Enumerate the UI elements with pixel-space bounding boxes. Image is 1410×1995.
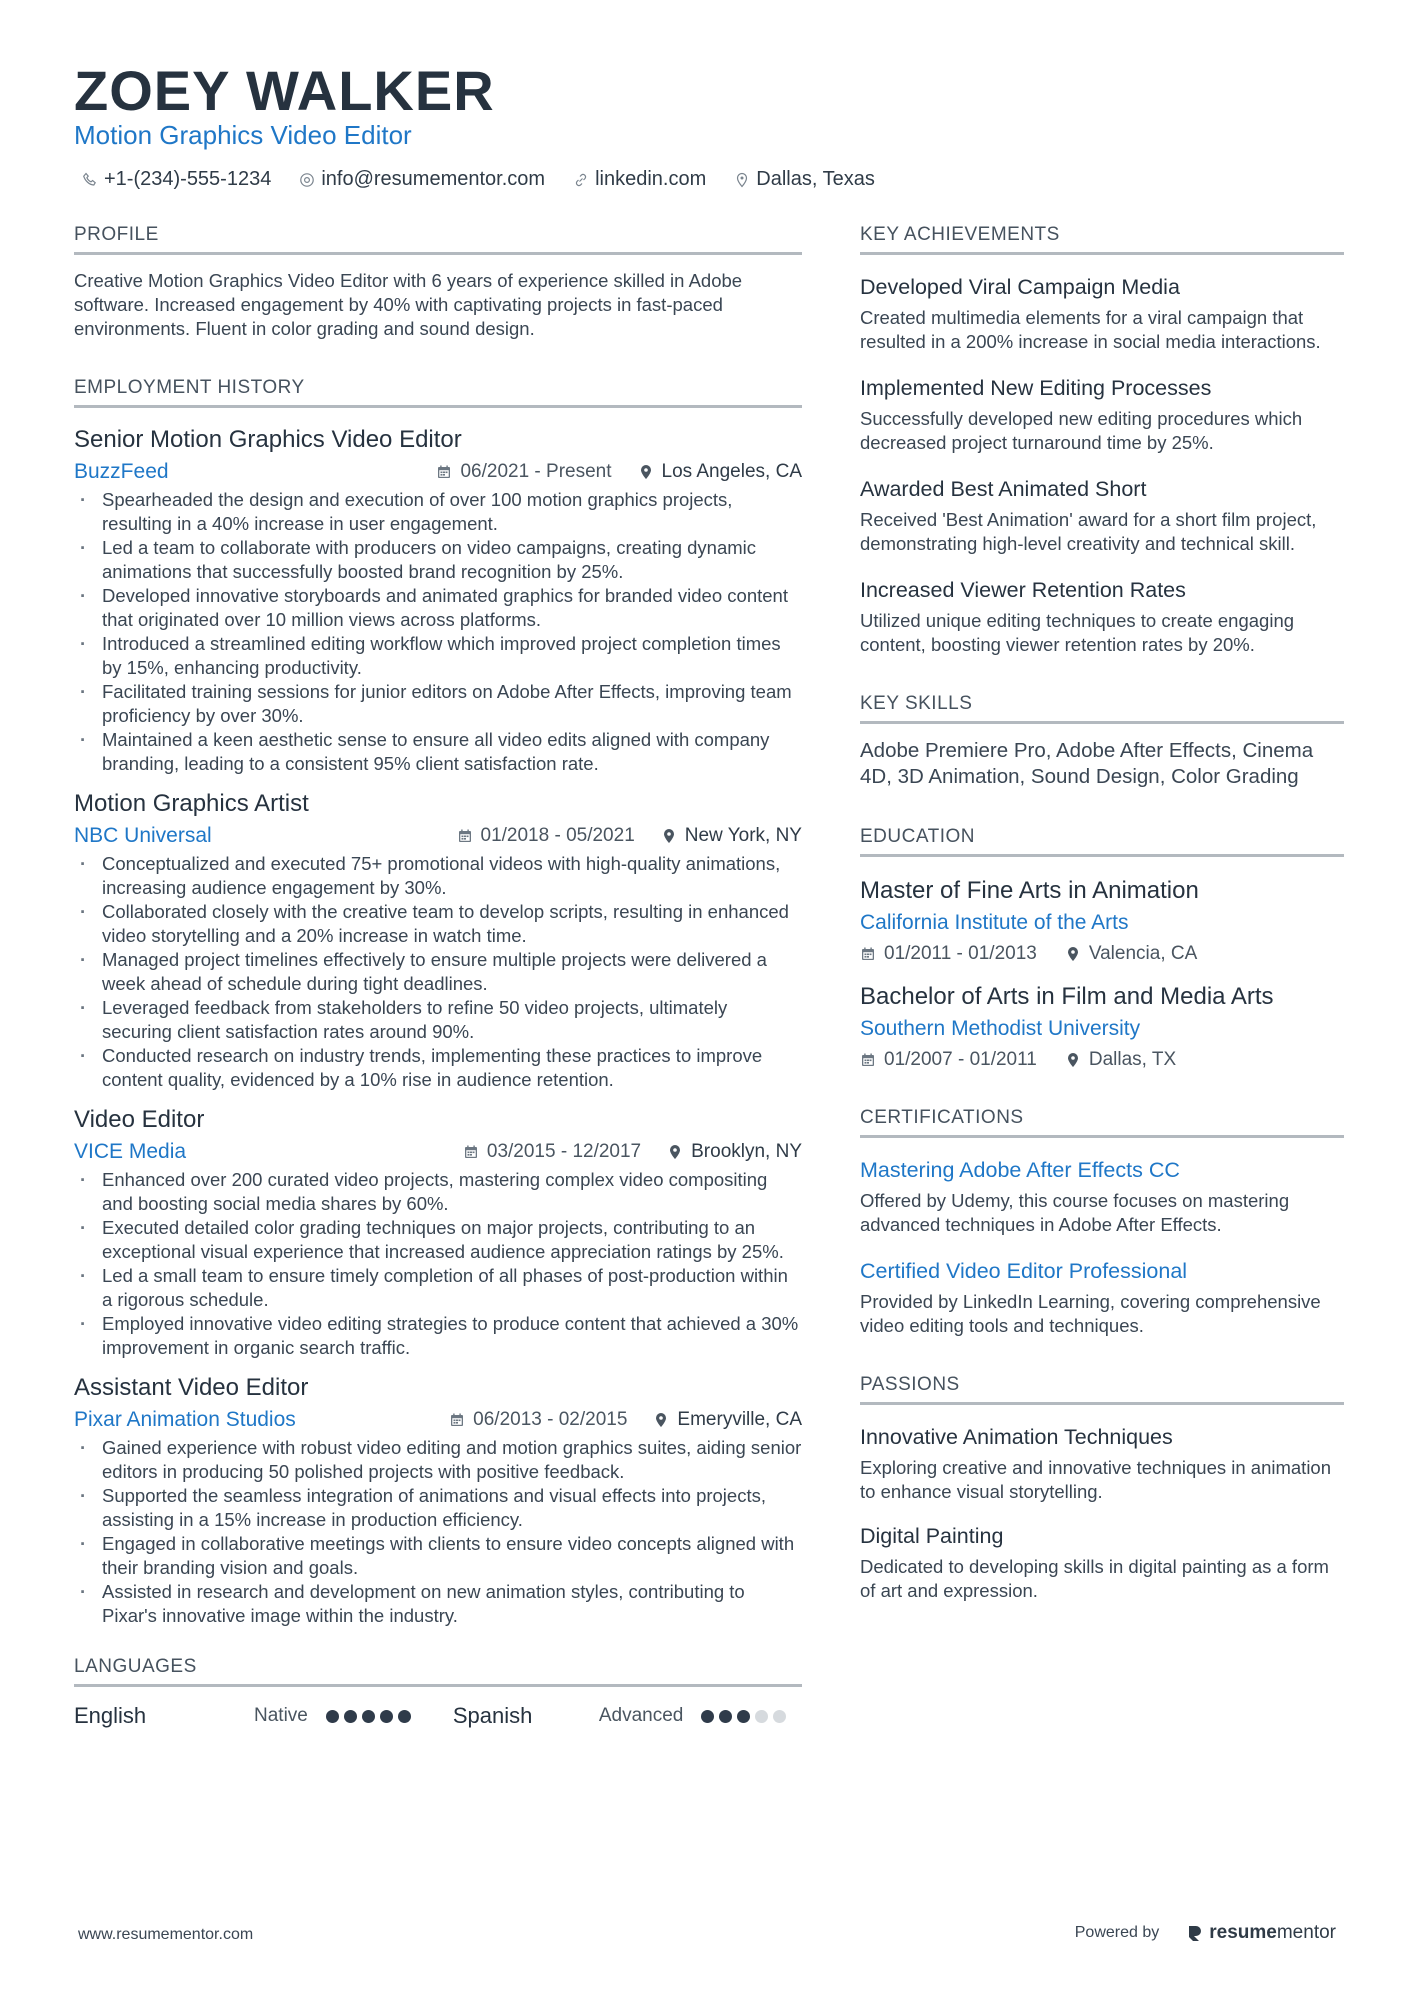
employment-heading: EMPLOYMENT HISTORY [74,377,802,408]
achievement-title: Increased Viewer Retention Rates [860,578,1186,602]
company-name: Pixar Animation Studios [74,1408,296,1431]
education-school: Southern Methodist University [860,1017,1141,1040]
map-pin-icon [653,1412,669,1428]
logo-text-mentor: mentor [1276,1922,1336,1943]
rating-dot-filled [344,1710,357,1723]
achievement-list [860,275,1344,657]
languages-row [74,1703,802,1729]
job-location-text: New York, NY [684,825,802,846]
calendar-icon [860,946,876,962]
job-position: Senior Motion Graphics Video Editor [74,426,462,453]
job-dates-text: 06/2021 - Present [460,461,612,482]
achievement-title: Developed Viral Campaign Media [860,275,1180,299]
job-meta [74,460,802,484]
rating-dot-filled [398,1710,411,1723]
contact-bar [82,168,875,191]
job-location [653,1409,802,1431]
at-icon [299,172,315,188]
resumementor-logo[interactable] [1187,1922,1336,1944]
job-bullet: · Enhanced over 200 curated video projects, mastering complex video compositing and boosting social media shares by 60%. [74,1168,802,1216]
location-text: Dallas, Texas [756,168,875,190]
job-bullets [74,1168,802,1360]
languages-section [74,1656,802,1729]
candidate-name: ZOEY WALKER [74,59,495,122]
powered-by-label: Powered by [1074,1924,1160,1941]
education-dates-text: 01/2007 - 01/2011 [884,1049,1037,1070]
job-entry [74,1106,802,1360]
job-location-text: Los Angeles, CA [661,461,802,482]
job-bullet: · Developed innovative storyboards and animated graphics for branded video content that originated over 10 million views across platforms. [74,584,802,632]
job-position: Video Editor [74,1106,205,1133]
job-location-text: Brooklyn, NY [691,1141,802,1162]
rating-dot-empty [755,1710,768,1723]
passion-list [860,1425,1344,1603]
job-bullet: · Supported the seamless integration of animations and visual effects into projects, assisting in a 15% increase in production efficiency. [74,1484,802,1532]
company-name: BuzzFeed [74,460,169,483]
map-pin-icon [734,172,750,188]
map-pin-icon [1065,946,1081,962]
job-entry [74,426,802,776]
achievement-item [860,477,1344,556]
job-entry [74,790,802,1092]
education-location-text: Valencia, CA [1088,943,1198,964]
job-dates [463,1141,641,1163]
employment-section [74,377,802,1628]
language-rating [701,1710,786,1723]
job-location [638,461,802,483]
contact-phone[interactable] [82,168,271,191]
passion-item [860,1524,1344,1603]
job-meta [74,824,802,848]
rating-dot-empty [773,1710,786,1723]
education-item [860,983,1344,1071]
job-meta-details [449,1409,802,1431]
certification-desc: Offered by Udemy, this course focuses on mastering advanced techniques in Adobe After Effects. [860,1190,1290,1235]
job-title: Motion Graphics Video Editor [74,120,412,150]
profile-section [74,224,802,341]
job-bullets [74,852,802,1092]
passion-item [860,1425,1344,1504]
map-pin-icon [638,464,654,480]
skills-section [860,693,1344,790]
job-meta [74,1140,802,1164]
job-bullet: · Led a small team to ensure timely completion of all phases of post-production within a rigorous schedule. [74,1264,802,1312]
skills-heading: KEY SKILLS [860,693,1344,724]
certification-item [860,1259,1344,1338]
job-list [74,426,802,1628]
language-level: Advanced [598,1705,684,1726]
calendar-icon [463,1144,479,1160]
job-bullet: · Gained experience with robust video editing and motion graphics suites, aiding senior editors in producing 50 polished projects with positive feedback. [74,1436,802,1484]
achievement-desc: Successfully developed new editing procedures which decreased project turnaround time by 25%. [860,408,1303,453]
link-icon [573,172,589,188]
job-bullet: · Engaged in collaborative meetings with clients to ensure video concepts aligned with their branding vision and goals. [74,1532,802,1580]
certifications-heading: CERTIFICATIONS [860,1107,1344,1138]
passion-title: Innovative Animation Techniques [860,1425,1173,1449]
job-dates-text: 01/2018 - 05/2021 [480,825,635,846]
job-bullet: · Led a team to collaborate with producers on video campaigns, creating dynamic animations that successfully boosted brand recognition by 25%. [74,536,802,584]
job-bullet: · Executed detailed color grading techniques on major projects, contributing to an exceptional visual experience that increased audience appreciation ratings by 25%. [74,1216,802,1264]
job-location-text: Emeryville, CA [677,1409,802,1430]
language-rating [326,1710,411,1723]
footer-website[interactable]: www.resumementor.com [78,1926,254,1943]
education-location [1065,943,1197,965]
rating-dot-filled [701,1710,714,1723]
rating-dot-filled [362,1710,375,1723]
achievement-title: Awarded Best Animated Short [860,477,1147,501]
rating-dot-filled [719,1710,732,1723]
achievements-section [860,224,1344,657]
job-bullet: · Employed innovative video editing strategies to produce content that achieved a 30% improvement in organic search traffic. [74,1312,802,1360]
education-meta [860,943,1344,965]
rating-dot-filled [380,1710,393,1723]
contact-email[interactable] [299,168,545,191]
job-location [661,825,802,847]
education-location [1065,1049,1176,1071]
education-list [860,877,1344,1071]
certifications-section [860,1107,1344,1338]
achievement-desc: Utilized unique editing techniques to create engaging content, boosting viewer retention rates by 20%. [860,610,1295,655]
education-dates [860,943,1037,965]
job-dates-text: 06/2013 - 02/2015 [473,1409,628,1430]
language-name: English [74,1703,147,1728]
company-name: VICE Media [74,1140,187,1163]
job-bullet: · Introduced a streamlined editing workflow which improved project completion times by 15%, enhancing productivity. [74,632,802,680]
job-meta-details [463,1141,802,1163]
job-bullet: · Conducted research on industry trends, implementing these practices to improve content quality, evidenced by a 10% rise in audience retention. [74,1044,802,1092]
job-bullets [74,1436,802,1628]
job-position: Assistant Video Editor [74,1374,309,1401]
passion-desc: Dedicated to developing skills in digital painting as a form of art and expression. [860,1556,1329,1601]
job-dates [436,461,611,483]
job-bullet: · Facilitated training sessions for junior editors on Adobe After Effects, improving team proficiency by over 30%. [74,680,802,728]
job-dates [457,825,635,847]
rating-dot-filled [326,1710,339,1723]
company-name: NBC Universal [74,824,212,847]
passions-heading: PASSIONS [860,1374,1344,1405]
languages-heading: LANGUAGES [74,1656,802,1687]
achievement-item [860,275,1344,354]
achievement-desc: Created multimedia elements for a viral campaign that resulted in a 200% increase in social media interactions. [860,307,1321,352]
rating-dot-filled [737,1710,750,1723]
contact-linkedin[interactable] [573,168,706,191]
job-bullet: · Conceptualized and executed 75+ promotional videos with high-quality animations, increasing audience engagement by 30%. [74,852,802,900]
job-bullets [74,488,802,776]
job-meta-details [457,825,802,847]
passion-title: Digital Painting [860,1524,1004,1548]
calendar-icon [436,464,452,480]
education-section [860,826,1344,1071]
contact-location [734,168,875,191]
certification-item [860,1158,1344,1237]
certification-title: Certified Video Editor Professional [860,1259,1188,1283]
education-dates [860,1049,1037,1071]
education-degree: Master of Fine Arts in Animation [860,877,1199,904]
job-bullet: · Maintained a keen aesthetic sense to ensure all video edits aligned with company branding, leading to a consistent 95% client satisfaction rate. [74,728,802,776]
education-school: California Institute of the Arts [860,911,1129,934]
job-bullet: · Managed project timelines effectively to ensure multiple projects were delivered a week ahead of schedule during tight deadlines. [74,948,802,996]
language-name: Spanish [452,1703,533,1728]
certification-title: Mastering Adobe After Effects CC [860,1158,1180,1182]
profile-text: Creative Motion Graphics Video Editor with 6 years of experience skilled in Adobe software. Increased engagement by 40% with captivating projects in fast-paced environments. Fluent in color grading and sound design. [74,270,743,339]
job-bullet: · Assisted in research and development on new animation styles, contributing to Pixar's innovative image within the industry. [74,1580,802,1628]
phone-text: +1-(234)-555-1234 [104,168,272,190]
job-meta [74,1408,802,1432]
education-heading: EDUCATION [860,826,1344,857]
map-pin-icon [1065,1052,1081,1068]
education-dates-text: 01/2011 - 01/2013 [884,943,1037,964]
calendar-icon [457,828,473,844]
job-bullet: · Leveraged feedback from stakeholders to refine 50 video projects, ultimately securing client satisfaction rates around 90%. [74,996,802,1044]
language-level: Native [254,1705,308,1726]
education-location-text: Dallas, TX [1088,1049,1177,1070]
resumementor-logo-icon [1187,1924,1203,1942]
job-entry [74,1374,802,1628]
job-bullet: · Collaborated closely with the creative team to develop scripts, resulting in enhanced video storytelling and a 20% increase in watch time. [74,900,802,948]
education-meta [860,1049,1344,1071]
job-position: Motion Graphics Artist [74,790,309,817]
skills-text: Adobe Premiere Pro, Adobe After Effects, Cinema 4D, 3D Animation, Sound Design, Color Grading [860,739,1314,788]
passions-section [860,1374,1344,1603]
certification-list [860,1158,1344,1338]
certification-desc: Provided by LinkedIn Learning, covering comprehensive video editing tools and techniques. [860,1291,1321,1336]
achievement-item [860,578,1344,657]
email-text: info@resumementor.com [321,168,546,190]
right-column [860,224,1344,1639]
profile-heading: PROFILE [74,224,802,255]
job-bullet: · Spearheaded the design and execution of over 100 motion graphics projects, resulting in a 40% increase in user engagement. [74,488,802,536]
phone-icon [82,172,98,188]
left-column [74,224,802,1765]
job-location [667,1141,802,1163]
education-degree: Bachelor of Arts in Film and Media Arts [860,983,1274,1010]
map-pin-icon [661,828,677,844]
job-meta-details [436,461,802,483]
calendar-icon [449,1412,465,1428]
logo-text-resume: resume [1209,1922,1277,1943]
passion-desc: Exploring creative and innovative techniques in animation to enhance visual storytelling. [860,1457,1332,1502]
achievement-title: Implemented New Editing Processes [860,376,1212,400]
job-dates [449,1409,627,1431]
calendar-icon [860,1052,876,1068]
achievement-desc: Received 'Best Animation' award for a short film project, demonstrating high-level creativity and technical skill. [860,509,1317,554]
footer-branding [1075,1922,1336,1944]
education-item [860,877,1344,965]
linkedin-text: linkedin.com [595,168,707,190]
achievement-item [860,376,1344,455]
achievements-heading: KEY ACHIEVEMENTS [860,224,1344,255]
map-pin-icon [667,1144,683,1160]
job-dates-text: 03/2015 - 12/2017 [486,1141,642,1162]
